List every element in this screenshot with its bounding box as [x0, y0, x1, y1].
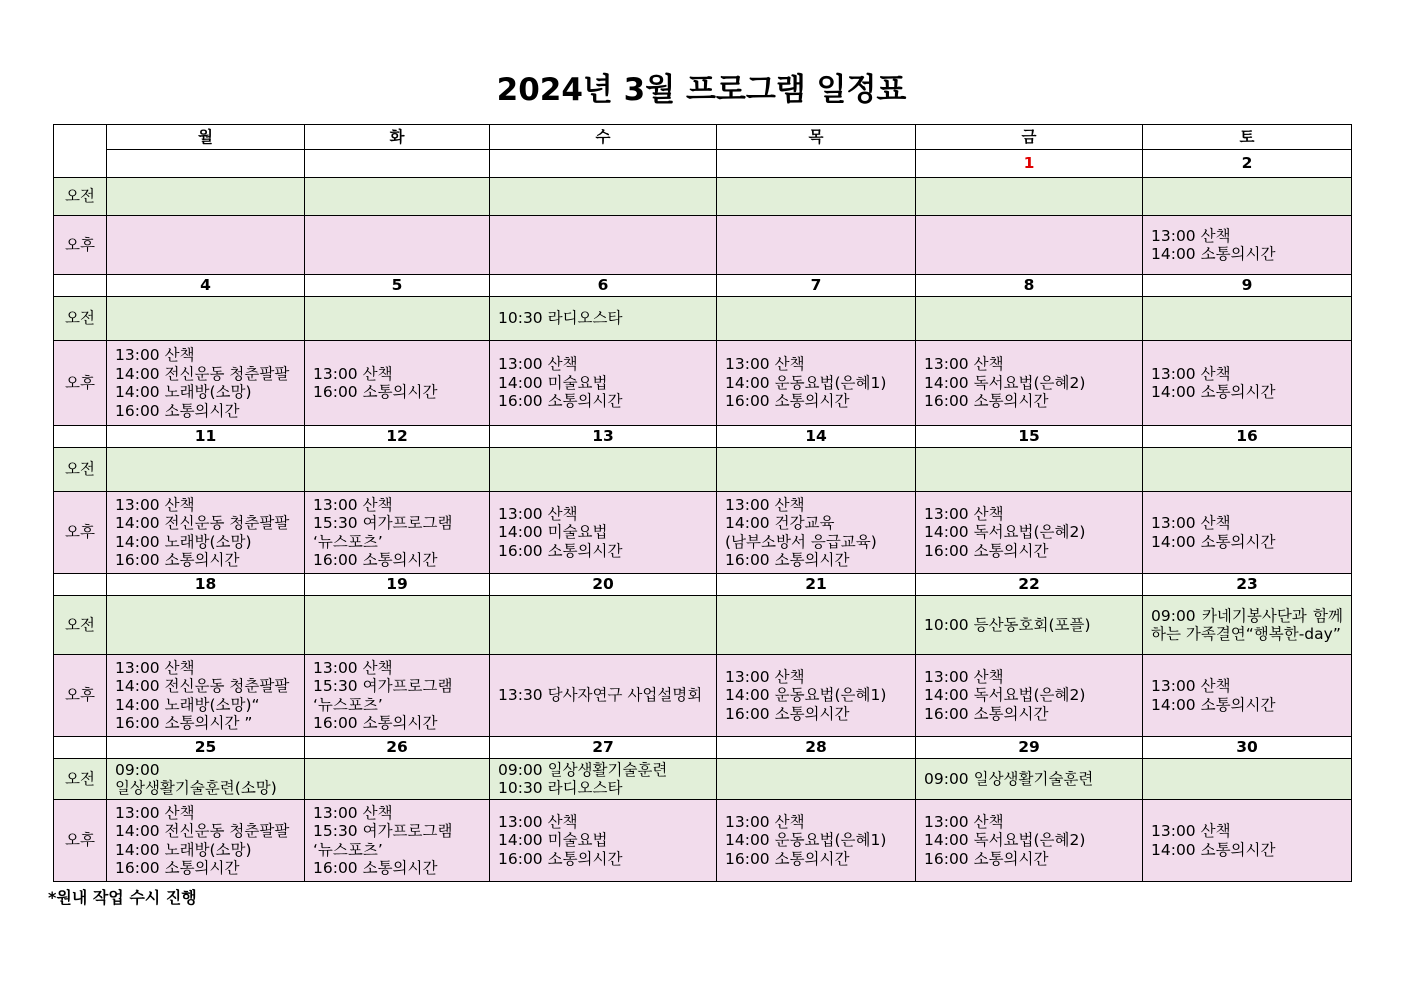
morning-program-cell: [490, 448, 717, 492]
program-entry: 14:00 전신운동 청춘팔팔: [115, 514, 290, 532]
program-entry: 14:00 전신운동 청춘팔팔: [115, 822, 290, 840]
program-entry: ‘뉴스포츠’: [313, 532, 383, 551]
morning-program-cell: [305, 596, 490, 655]
program-entry: 13:00 산책: [725, 355, 805, 374]
afternoon-program-cell: [490, 216, 717, 275]
morning-program-cell: [107, 297, 305, 341]
afternoon-program-cell: [305, 655, 490, 737]
program-entry: 16:00 소통의시간: [498, 541, 623, 560]
program-entry: 13:00 산책: [313, 495, 393, 514]
date-cell: 1: [916, 150, 1143, 178]
date-cell: 28: [717, 737, 916, 759]
program-entry: 16:00 소통의시간: [725, 392, 850, 411]
program-entry: 13:00 산책: [1151, 226, 1231, 245]
program-entry: ‘뉴스포츠’: [313, 840, 383, 859]
program-entry: 13:00 산책: [1151, 364, 1231, 383]
afternoon-label: 오후: [54, 216, 107, 275]
date-cell: 2: [1143, 150, 1352, 178]
afternoon-program-cell: [107, 655, 305, 737]
date-cell: 11: [107, 426, 305, 448]
program-entry: 14:00 미술요법: [498, 523, 608, 542]
program-entry: 13:00 산책: [498, 355, 578, 374]
morning-label: 오전: [54, 759, 107, 800]
afternoon-program-cell: [916, 216, 1143, 275]
program-entry: 14:00 소통의시간: [1151, 695, 1276, 714]
morning-program-cell: [490, 297, 717, 341]
morning-label: 오전: [54, 178, 107, 216]
program-entry: 14:00 소통의시간: [1151, 532, 1276, 551]
date-cell: [107, 150, 305, 178]
afternoon-program-cell: [107, 341, 305, 426]
afternoon-program-cell: [1143, 800, 1352, 882]
morning-program-cell: [916, 448, 1143, 492]
program-entry: 13:00 산책: [115, 803, 195, 822]
afternoon-program-cell: [916, 655, 1143, 737]
program-entry: ‘뉴스포츠’: [313, 695, 383, 714]
weekday-header: 수: [490, 125, 717, 150]
program-entry: 13:00 산책: [313, 658, 393, 677]
afternoon-program-cell: [305, 492, 490, 574]
program-entry: 14:00 독서요법(은혜2): [924, 523, 1086, 542]
date-row-label: [54, 737, 107, 759]
program-entry: (남부소방서 응급교육): [725, 532, 877, 551]
program-entry: 14:00 독서요법(은혜2): [924, 686, 1086, 705]
morning-program-cell: [107, 448, 305, 492]
program-entry: 13:00 산책: [1151, 514, 1231, 532]
morning-program-cell: [916, 596, 1143, 655]
program-entry: 10:30 라디오스타: [498, 779, 623, 797]
weekday-header: 화: [305, 125, 490, 150]
program-entry: 14:00 독서요법(은혜2): [924, 373, 1086, 392]
morning-program-cell: [107, 178, 305, 216]
program-entry: 15:30 여가프로그램: [313, 677, 453, 695]
morning-program-cell: [1143, 297, 1352, 341]
date-cell: 25: [107, 737, 305, 759]
afternoon-program-cell: [490, 492, 717, 574]
schedule-table: [53, 124, 1352, 882]
morning-program-cell: [490, 596, 717, 655]
program-entry: 16:00 소통의시간: [725, 849, 850, 868]
program-entry: 16:00 소통의시간: [498, 392, 623, 411]
weekday-header: 금: [916, 125, 1143, 150]
date-cell: 15: [916, 426, 1143, 448]
afternoon-program-cell: [717, 800, 916, 882]
program-entry: 16:00 소통의시간: [725, 551, 850, 569]
program-entry: 16:00 소통의시간: [924, 704, 1049, 723]
program-entry: 13:00 산책: [313, 803, 393, 822]
date-row-label: [54, 574, 107, 596]
morning-program-cell: [717, 596, 916, 655]
program-entry: 14:00 소통의시간: [1151, 840, 1276, 859]
program-entry: 16:00 소통의시간: [115, 859, 240, 877]
date-cell: 30: [1143, 737, 1352, 759]
morning-program-cell: [305, 297, 490, 341]
afternoon-program-cell: [916, 492, 1143, 574]
date-cell: 14: [717, 426, 916, 448]
afternoon-label: 오후: [54, 655, 107, 737]
program-entry: 14:00 운동요법(은혜1): [725, 831, 887, 850]
program-entry: 16:00 소통의시간: [313, 714, 438, 732]
afternoon-program-cell: [1143, 492, 1352, 574]
date-cell: 29: [916, 737, 1143, 759]
program-entry: 16:00 소통의시간: [115, 551, 240, 569]
program-entry: 16:00 소통의시간: [924, 541, 1049, 560]
program-entry: 09:00 일상생활기술훈련: [498, 760, 668, 779]
morning-label: 오전: [54, 297, 107, 341]
program-entry: 14:00 소통의시간: [1151, 383, 1276, 401]
program-entry: 13:00 산책: [725, 812, 805, 831]
afternoon-program-cell: [305, 341, 490, 426]
program-entry: 13:00 산책: [115, 658, 195, 677]
weekday-header: 토: [1143, 125, 1352, 150]
afternoon-program-cell: [717, 492, 916, 574]
program-entry: 16:00 소통의시간: [313, 859, 438, 877]
program-entry: 13:00 산책: [924, 504, 1004, 523]
program-entry: 14:00 운동요법(은혜1): [725, 686, 887, 705]
program-entry: 14:00 노래방(소망)“: [115, 695, 260, 714]
morning-program-cell: [717, 297, 916, 341]
afternoon-program-cell: [107, 800, 305, 882]
program-entry: 13:00 산책: [498, 812, 578, 831]
program-entry: 14:00 전신운동 청춘팔팔: [115, 364, 290, 383]
program-entry: 09:00 카네기봉사단과 함께 하는 가족결연“행복한-day”: [1151, 606, 1343, 643]
program-entry: 16:00 소통의시간 ”: [115, 714, 253, 732]
program-entry: 16:00 소통의시간: [924, 849, 1049, 868]
program-entry: 14:00 노래방(소망): [115, 840, 252, 859]
weekday-header: 목: [717, 125, 916, 150]
date-cell: 6: [490, 275, 717, 297]
date-cell: 18: [107, 574, 305, 596]
date-cell: 26: [305, 737, 490, 759]
program-entry: 16:00 소통의시간: [115, 401, 240, 420]
program-entry: 13:00 산책: [924, 812, 1004, 831]
date-cell: 4: [107, 275, 305, 297]
program-entry: 09:00 일상생활기술훈련: [924, 769, 1094, 788]
afternoon-program-cell: [916, 341, 1143, 426]
afternoon-program-cell: [916, 800, 1143, 882]
program-entry: 13:00 산책: [924, 355, 1004, 374]
morning-program-cell: [490, 759, 717, 800]
date-cell: 22: [916, 574, 1143, 596]
program-entry: 14:00 소통의시간: [1151, 245, 1276, 263]
program-entry: 14:00 운동요법(은혜1): [725, 373, 887, 392]
afternoon-program-cell: [1143, 655, 1352, 737]
morning-program-cell: [916, 178, 1143, 216]
program-entry: 일상생활기술훈련(소망): [115, 779, 277, 797]
morning-label: 오전: [54, 448, 107, 492]
program-entry: 14:00 건강교육: [725, 514, 835, 532]
program-entry: 09:00: [115, 760, 160, 779]
afternoon-program-cell: [1143, 216, 1352, 275]
afternoon-program-cell: [717, 341, 916, 426]
morning-program-cell: [916, 759, 1143, 800]
afternoon-program-cell: [107, 216, 305, 275]
afternoon-program-cell: [490, 800, 717, 882]
afternoon-label: 오후: [54, 492, 107, 574]
afternoon-program-cell: [305, 216, 490, 275]
program-entry: 13:00 산책: [725, 495, 805, 514]
afternoon-program-cell: [717, 655, 916, 737]
morning-program-cell: [305, 759, 490, 800]
date-cell: 20: [490, 574, 717, 596]
morning-program-cell: [1143, 178, 1352, 216]
date-cell: 7: [717, 275, 916, 297]
morning-program-cell: [717, 178, 916, 216]
date-cell: [717, 150, 916, 178]
afternoon-label: 오후: [54, 341, 107, 426]
program-entry: 15:30 여가프로그램: [313, 822, 453, 840]
date-cell: 13: [490, 426, 717, 448]
morning-program-cell: [1143, 448, 1352, 492]
program-entry: 10:00 등산동호회(포플): [924, 615, 1091, 634]
afternoon-program-cell: [717, 216, 916, 275]
morning-label: 오전: [54, 596, 107, 655]
program-entry: 14:00 노래방(소망): [115, 532, 252, 551]
program-entry: 13:00 산책: [924, 667, 1004, 686]
morning-program-cell: [305, 448, 490, 492]
afternoon-program-cell: [107, 492, 305, 574]
afternoon-program-cell: [490, 655, 717, 737]
date-cell: 8: [916, 275, 1143, 297]
afternoon-label: 오후: [54, 800, 107, 882]
program-entry: 16:00 소통의시간: [725, 704, 850, 723]
program-entry: 14:00 미술요법: [498, 373, 608, 392]
afternoon-program-cell: [305, 800, 490, 882]
morning-program-cell: [1143, 596, 1352, 655]
afternoon-program-cell: [1143, 341, 1352, 426]
program-entry: 13:00 산책: [1151, 677, 1231, 695]
morning-program-cell: [916, 297, 1143, 341]
program-entry: 13:00 산책: [115, 495, 195, 514]
date-cell: 12: [305, 426, 490, 448]
program-entry: 16:00 소통의시간: [313, 383, 438, 401]
program-entry: 15:30 여가프로그램: [313, 514, 453, 532]
program-entry: 14:00 전신운동 청춘팔팔: [115, 677, 290, 695]
date-cell: 9: [1143, 275, 1352, 297]
afternoon-program-cell: [490, 341, 717, 426]
program-entry: 13:00 산책: [1151, 822, 1231, 840]
date-cell: [490, 150, 717, 178]
program-entry: 13:00 산책: [313, 364, 393, 383]
morning-program-cell: [107, 596, 305, 655]
date-cell: 27: [490, 737, 717, 759]
program-entry: 14:00 미술요법: [498, 831, 608, 850]
program-entry: 16:00 소통의시간: [924, 392, 1049, 411]
program-entry: 16:00 소통의시간: [313, 551, 438, 569]
date-cell: 21: [717, 574, 916, 596]
program-entry: 16:00 소통의시간: [498, 849, 623, 868]
date-cell: 5: [305, 275, 490, 297]
morning-program-cell: [717, 448, 916, 492]
program-entry: 14:00 노래방(소망): [115, 383, 252, 401]
program-entry: 13:00 산책: [115, 346, 195, 364]
date-cell: [305, 150, 490, 178]
morning-program-cell: [107, 759, 305, 800]
date-cell: 16: [1143, 426, 1352, 448]
morning-program-cell: [305, 178, 490, 216]
page-title: 2024년 3월 프로그램 일정표: [496, 72, 907, 108]
date-row-label: [54, 426, 107, 448]
date-row-label: [54, 275, 107, 297]
morning-program-cell: [1143, 759, 1352, 800]
program-entry: 13:30 당사자연구 사업설명회: [498, 686, 703, 705]
corner-cell: [54, 125, 107, 178]
program-entry: 13:00 산책: [498, 504, 578, 523]
program-entry: 10:30 라디오스타: [498, 309, 623, 328]
morning-program-cell: [717, 759, 916, 800]
program-entry: 13:00 산책: [725, 667, 805, 686]
footnote: *원내 작업 수시 진행: [48, 888, 197, 907]
weekday-header: 월: [107, 125, 305, 150]
date-cell: 23: [1143, 574, 1352, 596]
morning-program-cell: [490, 178, 717, 216]
date-cell: 19: [305, 574, 490, 596]
program-entry: 14:00 독서요법(은혜2): [924, 831, 1086, 850]
